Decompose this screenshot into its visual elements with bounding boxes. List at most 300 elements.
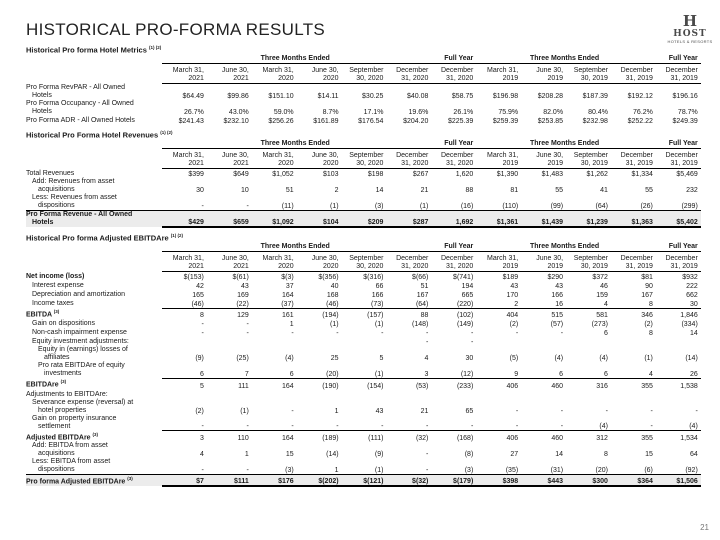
period-line-1: June 30, — [311, 151, 339, 159]
value-cell: $7 — [162, 474, 207, 486]
value-cell: (1) — [386, 194, 431, 211]
value-cell: 30 — [656, 299, 701, 309]
value-cell: (111) — [368, 434, 384, 442]
value-cell — [611, 337, 656, 346]
value-cell: - — [207, 458, 252, 475]
value-cell: $232.10 — [223, 117, 249, 125]
value-cell: 355 — [641, 382, 653, 390]
period-header — [656, 251, 701, 271]
table-row — [26, 308, 701, 319]
table-row — [26, 442, 701, 458]
row-label-line: Depreciation and amortization — [32, 290, 125, 298]
value-cell: 4 — [566, 299, 611, 309]
row-label-line: Add: Revenues from asset — [32, 177, 115, 185]
row-label-line: Net income (loss) — [26, 272, 85, 280]
value-cell: $(32) — [386, 474, 431, 486]
value-cell: $(153) — [183, 273, 204, 281]
value-cell: - — [207, 194, 252, 211]
value-cell: 3 — [386, 362, 431, 378]
period-line-2: 30, 2019 — [580, 75, 608, 82]
value-cell: (37) — [252, 299, 297, 309]
table-row — [26, 319, 701, 328]
row-label-line: dispositions — [38, 201, 75, 209]
table-row — [26, 328, 701, 337]
section-title — [26, 127, 696, 139]
value-cell: $1,262 — [586, 170, 608, 178]
section-table — [26, 242, 701, 488]
period-header — [521, 148, 566, 168]
value-cell: $104 — [297, 210, 342, 227]
value-cell: - — [426, 330, 429, 338]
value-cell: (3) — [252, 458, 297, 475]
value-cell: (12) — [431, 362, 476, 378]
value-cell: 25 — [330, 355, 339, 363]
value-cell: $1,334 — [631, 170, 653, 178]
value-cell: $176.54 — [358, 117, 384, 125]
period-line-1: December — [396, 151, 429, 159]
table-row — [26, 290, 701, 299]
period-line-1: March 31, — [487, 67, 519, 74]
value-cell — [162, 390, 207, 399]
value-cell: 26.7% — [184, 108, 204, 116]
value-cell: $99.86 — [227, 92, 249, 100]
value-cell: 65 — [465, 407, 474, 415]
period-header — [566, 148, 611, 168]
row-label — [26, 308, 162, 319]
value-cell: 30 — [196, 186, 204, 194]
value-cell: 88 — [420, 312, 429, 320]
value-cell: (26) — [611, 194, 656, 211]
value-cell: - — [605, 407, 608, 415]
value-cell: 4 — [199, 450, 204, 458]
value-cell — [566, 337, 611, 346]
value-cell: (20) — [297, 362, 342, 378]
value-cell: (46) — [162, 299, 207, 309]
value-cell: $399 — [188, 170, 204, 178]
period-line-2: 2021 — [233, 75, 249, 82]
page-title: HISTORICAL PRO-FORMA RESULTS — [26, 20, 326, 39]
value-cell: $267 — [412, 170, 429, 178]
period-header — [252, 64, 297, 84]
period-line-2: 2020 — [278, 75, 294, 82]
row-label-line: Income taxes — [32, 300, 74, 307]
value-cell: - — [297, 415, 342, 431]
value-cell — [431, 390, 476, 399]
period-header — [162, 64, 207, 84]
value-cell: 80.4% — [588, 108, 608, 116]
value-cell: $649 — [233, 170, 249, 178]
value-cell: 1 — [297, 458, 342, 475]
value-cell — [162, 337, 207, 346]
value-cell: (92) — [656, 458, 701, 475]
period-line-2: 2020 — [278, 262, 294, 270]
value-cell: $364 — [611, 474, 656, 486]
value-cell: 1 — [244, 450, 249, 458]
value-cell: $58.75 — [451, 92, 474, 100]
page-number: 21 — [700, 523, 709, 532]
row-label-line: Add: EBITDA from asset — [32, 441, 108, 449]
value-cell: (1) — [342, 458, 387, 475]
value-cell: (2) — [195, 407, 204, 415]
value-cell: 316 — [596, 382, 608, 390]
period-header — [297, 64, 342, 84]
period-header — [431, 251, 476, 271]
period-header — [386, 64, 431, 84]
value-cell: $30.25 — [362, 92, 384, 100]
value-cell — [297, 390, 342, 399]
period-line-1: December — [440, 254, 474, 262]
period-line-1: December — [665, 67, 698, 74]
row-label — [26, 299, 162, 309]
section-title-footnote: (1) (2) — [170, 232, 184, 238]
value-cell: 14 — [375, 186, 384, 194]
period-line-1: June 30, — [536, 254, 564, 262]
value-cell: - — [246, 321, 249, 329]
row-label-line: Gain on dispositions — [32, 320, 96, 328]
row-label-line: Pro Forma Occupancy - All Owned — [26, 99, 134, 107]
group-header-row — [26, 54, 701, 64]
value-cell: 312 — [596, 434, 608, 442]
group-three-months: Three Months Ended — [476, 139, 656, 149]
period-header — [611, 148, 656, 168]
value-cell: (1) — [297, 194, 342, 211]
value-cell: (53) — [415, 382, 429, 390]
value-cell: $(741) — [453, 273, 474, 281]
value-cell — [611, 390, 656, 399]
value-cell: (102) — [456, 312, 474, 320]
value-cell: - — [650, 407, 653, 415]
value-cell: (1) — [342, 362, 387, 378]
value-cell: 88 — [465, 186, 474, 194]
value-cell: $(179) — [431, 474, 476, 486]
value-cell: 4 — [424, 355, 429, 363]
period-header — [521, 64, 566, 84]
table-row — [26, 281, 701, 290]
value-cell: (5) — [509, 355, 519, 363]
value-cell: (9) — [374, 450, 384, 458]
value-cell: (64) — [386, 299, 431, 309]
value-cell: 1 — [289, 321, 294, 329]
period-header — [162, 251, 207, 271]
value-cell: 6 — [604, 330, 608, 338]
section-title — [26, 42, 696, 54]
period-line-1: June 30, — [311, 254, 339, 262]
value-cell: (189) — [322, 434, 339, 442]
value-cell: 232 — [686, 186, 698, 194]
row-label-line: Less: EBITDA from asset — [32, 457, 111, 465]
period-line-2: 2020 — [322, 75, 339, 82]
value-cell — [207, 390, 252, 399]
row-label-line: acquisitions — [38, 449, 75, 457]
value-cell: $659 — [207, 210, 252, 227]
value-cell: 82.0% — [543, 108, 564, 116]
row-label — [26, 346, 162, 362]
value-cell: (11) — [252, 194, 297, 211]
value-cell: 51 — [285, 186, 294, 194]
value-cell: 581 — [596, 312, 608, 320]
value-cell: 26 — [656, 362, 701, 378]
table-row — [26, 415, 701, 431]
value-cell: $40.08 — [406, 92, 429, 100]
value-cell: (4) — [656, 415, 701, 431]
row-label — [26, 378, 162, 389]
value-cell: $(66) — [412, 273, 429, 281]
period-line-2: 31, 2019 — [670, 262, 698, 270]
value-cell: - — [201, 330, 204, 338]
value-cell: 21 — [420, 407, 429, 415]
value-cell: 355 — [641, 434, 653, 442]
table-row — [26, 100, 701, 116]
value-cell: 1,534 — [680, 434, 698, 442]
value-cell: $287 — [386, 210, 431, 227]
row-label-line: Equity investment adjustments: — [32, 338, 129, 346]
value-cell: $64.49 — [182, 92, 204, 100]
value-cell: (99) — [521, 194, 566, 211]
value-cell: - — [431, 415, 476, 431]
value-cell: (157) — [367, 312, 384, 320]
value-cell: $5,469 — [676, 170, 698, 178]
group-three-months: Three Months Ended — [162, 242, 431, 252]
value-cell: $192.12 — [627, 92, 653, 100]
value-cell: $196.98 — [492, 92, 519, 100]
value-cell: (14) — [326, 450, 339, 458]
value-cell: - — [336, 330, 339, 338]
value-cell: 59.0% — [273, 108, 294, 116]
value-cell: 167 — [641, 291, 653, 299]
value-cell: 406 — [506, 434, 519, 442]
value-cell: 8 — [648, 330, 653, 338]
value-cell: (16) — [431, 194, 476, 211]
table-row — [26, 299, 701, 309]
value-cell: (1) — [330, 321, 339, 329]
value-cell: $429 — [162, 210, 207, 227]
value-cell: $372 — [592, 273, 608, 281]
value-cell — [207, 337, 252, 346]
value-cell — [342, 390, 387, 399]
value-cell: (154) — [367, 382, 384, 390]
value-cell: - — [386, 415, 431, 431]
value-cell: $1,506 — [656, 474, 701, 486]
period-line-2: 2021 — [233, 159, 249, 167]
row-label — [26, 431, 162, 442]
table-row — [26, 346, 701, 362]
row-label-line: EBITDAre — [26, 381, 59, 389]
row-label-footnote: (3) — [92, 431, 99, 437]
results-tables — [26, 40, 696, 487]
group-three-months: Three Months Ended — [162, 139, 431, 149]
value-cell — [342, 337, 387, 346]
group-full-year: Full Year — [431, 54, 476, 64]
value-cell: (9) — [195, 355, 204, 363]
value-cell: (73) — [342, 299, 387, 309]
row-label — [26, 100, 162, 116]
period-line-1: March 31, — [172, 67, 204, 74]
value-cell: (4) — [285, 355, 294, 363]
period-line-2: 30, 2019 — [580, 159, 608, 167]
section-title-text: Historical Pro forma Hotel Metrics — [26, 45, 147, 55]
period-line-2: 2019 — [502, 159, 519, 167]
value-cell: (57) — [550, 321, 564, 329]
value-cell: 3 — [199, 434, 204, 442]
value-cell: 170 — [506, 291, 519, 299]
value-cell: $176 — [252, 474, 297, 486]
value-cell: - — [470, 339, 474, 347]
row-label-line: hotel properties — [38, 406, 87, 414]
period-line-1: December — [396, 67, 429, 74]
value-cell — [521, 390, 566, 399]
period-header — [611, 64, 656, 84]
value-cell: $208.28 — [537, 92, 564, 100]
value-cell: 81 — [510, 186, 519, 194]
row-label-line: Pro rata EBITDAre of equity — [38, 362, 125, 370]
row-label-footnote: (3) — [53, 309, 60, 314]
value-cell: 17.1% — [363, 108, 384, 116]
value-cell: 129 — [237, 312, 249, 320]
row-label — [26, 337, 162, 346]
value-cell: - — [207, 415, 252, 431]
value-cell: - — [381, 330, 384, 338]
value-cell: (3) — [431, 458, 476, 475]
table-row — [26, 210, 701, 227]
value-cell: $(3) — [281, 273, 294, 281]
row-label-line: Interest expense — [32, 281, 84, 289]
row-label — [26, 210, 162, 227]
value-cell: 166 — [551, 291, 564, 299]
value-cell: (25) — [236, 355, 249, 363]
value-cell: (168) — [456, 434, 474, 442]
value-cell: 19.6% — [408, 108, 429, 116]
value-cell: $1,239 — [566, 210, 611, 227]
value-cell: 8.7% — [322, 108, 339, 116]
value-cell: 66 — [375, 282, 384, 290]
value-cell: 1 — [334, 407, 339, 415]
value-cell: $259.39 — [492, 117, 519, 125]
value-cell: 43 — [555, 282, 564, 290]
period-header-row — [26, 64, 701, 84]
value-cell: (4) — [566, 415, 611, 431]
value-cell: 14 — [689, 330, 698, 338]
section-title-text: Historical Pro forma Adjusted EBITDAre — [26, 233, 169, 242]
value-cell: $103 — [322, 170, 339, 178]
row-label — [26, 319, 162, 328]
period-header — [476, 148, 521, 168]
value-cell: $189 — [502, 273, 519, 281]
value-cell: (2) — [644, 321, 653, 329]
value-cell: $398 — [476, 474, 521, 486]
period-header — [162, 148, 207, 168]
value-cell: (1) — [240, 407, 249, 415]
period-line-2: 2021 — [233, 262, 249, 270]
period-header — [431, 148, 476, 168]
value-cell: 75.9% — [498, 108, 519, 116]
table-row — [26, 390, 701, 399]
period-line-2: 31, 2020 — [446, 262, 474, 270]
value-cell: (1) — [374, 321, 384, 329]
period-line-2: 2021 — [188, 159, 204, 167]
value-cell: $204.20 — [403, 117, 429, 125]
row-label-line: Total Revenues — [26, 169, 75, 177]
value-cell: - — [291, 330, 294, 338]
value-cell: 55 — [645, 186, 653, 194]
group-three-months: Three Months Ended — [162, 54, 431, 64]
value-cell: 41 — [600, 186, 608, 194]
value-cell: 346 — [641, 312, 653, 320]
value-cell: $187.39 — [582, 92, 608, 100]
period-header — [207, 148, 252, 168]
value-cell: (1) — [644, 355, 653, 363]
value-cell: 43.0% — [228, 108, 249, 116]
row-label-line: Pro Forma Revenue - All Owned — [26, 210, 133, 218]
row-label-line: Pro Forma RevPAR - All Owned — [26, 83, 126, 91]
row-label-footnote: (3) — [60, 379, 67, 385]
row-label — [26, 474, 162, 486]
period-line-1: September — [573, 151, 608, 159]
value-cell: - — [695, 407, 698, 415]
value-cell: 164 — [281, 382, 294, 390]
value-cell: - — [515, 407, 519, 415]
value-cell: 5 — [199, 382, 204, 390]
value-cell: - — [560, 330, 564, 338]
value-cell: 1,620 — [455, 170, 474, 178]
period-line-1: March 31, — [487, 151, 519, 159]
value-cell: 164 — [281, 434, 294, 442]
row-label-line: Equity in (earnings) losses of — [38, 346, 128, 354]
value-cell: - — [521, 415, 566, 431]
period-header — [297, 251, 342, 271]
value-cell — [297, 337, 342, 346]
value-cell: $(202) — [297, 474, 342, 486]
value-cell: 46 — [600, 282, 608, 290]
row-label-line: Adjusted EBITDAre — [26, 433, 91, 441]
period-header — [476, 251, 521, 271]
value-cell: 15 — [645, 450, 653, 458]
period-header — [297, 148, 342, 168]
value-cell — [656, 337, 701, 346]
period-line-2: 2019 — [502, 75, 519, 82]
value-cell: 51 — [420, 282, 429, 290]
value-cell — [476, 337, 521, 346]
period-line-2: 31, 2020 — [401, 262, 429, 270]
value-cell: - — [252, 415, 297, 431]
value-cell: 9 — [476, 362, 521, 378]
value-cell: $(316) — [363, 273, 384, 281]
value-cell: 194 — [461, 282, 474, 290]
value-cell: $443 — [521, 474, 566, 486]
value-cell: $111 — [207, 474, 252, 486]
value-cell: 7 — [207, 362, 252, 378]
row-label — [26, 281, 162, 290]
value-cell: (22) — [207, 299, 252, 309]
value-cell: 27 — [510, 450, 519, 458]
value-cell: (110) — [476, 194, 521, 211]
value-cell: 16 — [521, 299, 566, 309]
table-row — [26, 399, 701, 415]
row-label — [26, 362, 162, 378]
value-cell: - — [162, 194, 207, 211]
value-cell: - — [611, 415, 656, 431]
value-cell: 90 — [645, 282, 653, 290]
value-cell: $932 — [682, 273, 698, 281]
period-line-2: 30, 2020 — [356, 262, 384, 270]
period-line-2: 2020 — [322, 262, 339, 270]
group-full-year: Full Year — [431, 139, 476, 149]
value-cell: - — [201, 321, 204, 329]
value-cell: (32) — [415, 434, 429, 442]
period-header — [252, 148, 297, 168]
period-header — [207, 64, 252, 84]
period-header — [252, 251, 297, 271]
value-cell: $1,092 — [252, 210, 297, 227]
